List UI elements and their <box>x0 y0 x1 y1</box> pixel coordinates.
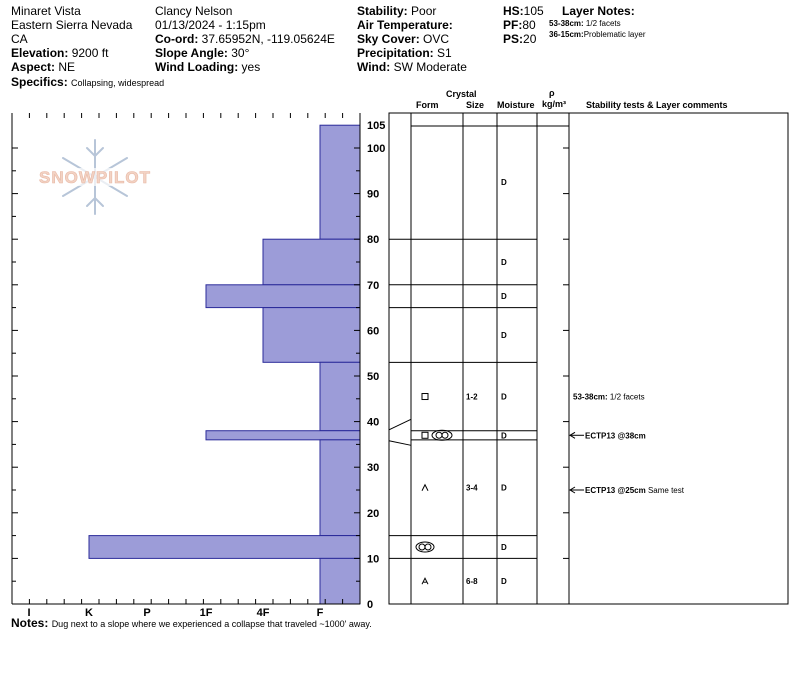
height-label-10: 10 <box>367 553 380 566</box>
moisture-8: D <box>501 577 507 587</box>
coord-value: 37.65952N, -119.05624E <box>201 32 335 46</box>
wind-value: SW Moderate <box>393 60 467 74</box>
height-label-40: 40 <box>367 416 380 429</box>
snowpilot-logo <box>34 140 156 214</box>
specifics-value: Collapsing, widespread <box>71 78 165 88</box>
col-form: Form <box>416 100 439 110</box>
precip-label: Precipitation: <box>357 46 434 60</box>
layer-note-1-text: 1/2 facets <box>585 19 621 28</box>
layer-notes-title: Layer Notes: <box>562 4 635 18</box>
form-facet-icon <box>422 432 428 438</box>
specifics-label: Specifics: <box>11 75 68 89</box>
moisture-6: D <box>501 483 507 493</box>
col-moisture: Moisture <box>497 100 535 110</box>
hardness-label-1F: 1F <box>199 607 213 619</box>
hardness-bar-5 <box>206 431 360 440</box>
height-label-100: 100 <box>367 143 386 155</box>
elevation-value: 9200 ft <box>71 46 109 60</box>
col-comments: Stability tests & Layer comments <box>586 100 728 110</box>
comment-1: ECTP13 @38cm <box>585 431 646 441</box>
aspect-value: NE <box>58 60 76 74</box>
stability-label: Stability: <box>357 4 408 18</box>
ps-value: 20 <box>523 32 537 46</box>
form-melt-icon <box>419 544 425 550</box>
hardness-bar-6 <box>320 440 360 536</box>
form-depth-hoar-icon <box>422 485 428 491</box>
height-label-0: 0 <box>367 599 374 611</box>
wind-loading-value: yes <box>241 60 261 74</box>
slope-label: Slope Angle: <box>155 46 228 60</box>
hardness-bar-7 <box>89 536 360 559</box>
size-6: 3-4 <box>466 483 478 493</box>
hardness-bar-8 <box>320 558 360 604</box>
observer: Clancy Nelson <box>155 4 233 18</box>
height-label-50: 50 <box>367 371 380 383</box>
layer-note-2-range: 36-15cm: <box>549 30 584 39</box>
pf-label: PF: <box>503 18 523 32</box>
form-depth-hoar-icon <box>422 578 428 584</box>
ps-label: PS: <box>503 32 524 46</box>
hardness-bar-1 <box>263 239 360 285</box>
notes-label: Notes: <box>11 616 49 630</box>
height-label-105: 105 <box>367 120 386 133</box>
state: CA <box>11 32 28 46</box>
height-label-70: 70 <box>367 279 380 292</box>
hardness-label-P: P <box>143 607 151 619</box>
moisture-7: D <box>501 543 507 552</box>
notes <box>11 616 372 630</box>
wind-label: Wind: <box>357 60 391 74</box>
comment-0: 53-38cm: 1/2 facets <box>573 392 645 402</box>
col-size: Size <box>466 100 485 110</box>
moisture-3: D <box>501 330 507 340</box>
hardness-label-I: I <box>27 607 31 619</box>
hardness-label-K: K <box>85 607 93 619</box>
form-melt-icon <box>425 544 431 550</box>
col-density: kg/m³ <box>542 99 567 109</box>
form-melt-icon <box>442 432 448 438</box>
hardness-label-F: F <box>316 607 324 619</box>
wind-loading-label: Wind Loading: <box>155 60 239 74</box>
elevation-label: Elevation: <box>11 46 69 60</box>
datetime: 01/13/2024 - 1:15pm <box>155 18 266 32</box>
moisture-2: D <box>501 292 507 302</box>
col-crystal: Crystal <box>446 89 477 99</box>
sky-label: Sky Cover: <box>357 32 420 46</box>
size-8: 6-8 <box>466 577 478 587</box>
hs-value: 105 <box>523 4 544 18</box>
notes-text: Dug next to a slope where we experienced a collapse that traveled ~1000' away. <box>51 619 372 629</box>
slope-value: 30° <box>231 46 250 60</box>
connector-38 <box>389 419 411 429</box>
layer-table-frame <box>389 113 788 604</box>
height-label-30: 30 <box>367 462 380 475</box>
aspect-label: Aspect: <box>11 60 56 74</box>
coord-label: Co-ord: <box>155 32 199 46</box>
hs-label: HS: <box>503 4 524 18</box>
moisture-1: D <box>501 258 507 267</box>
height-label-80: 80 <box>367 234 380 247</box>
sky-value: OVC <box>423 32 450 46</box>
moisture-4: D <box>501 392 507 402</box>
form-facet-icon <box>422 394 428 400</box>
height-label-60: 60 <box>367 325 380 338</box>
hardness-bar-2 <box>206 285 360 308</box>
col-rho: ρ <box>549 88 555 98</box>
height-label-20: 20 <box>367 507 380 520</box>
comment-2: ECTP13 @25cm Same test <box>585 486 684 495</box>
hardness-bar-4 <box>320 362 360 430</box>
pf-value: 80 <box>522 18 536 32</box>
hardness-bar-3 <box>263 308 360 363</box>
moisture-5: D <box>501 431 507 441</box>
form-melt-icon <box>436 432 442 438</box>
height-label-90: 90 <box>367 188 380 201</box>
connector-36 <box>389 441 411 446</box>
location: Minaret Vista <box>11 4 81 18</box>
hardness-label-4F: 4F <box>256 607 270 619</box>
air-temp-label: Air Temperature: <box>357 18 453 32</box>
layer-note-2-text: Problematic layer <box>583 30 646 39</box>
precip-value: S1 <box>437 46 452 60</box>
moisture-0: D <box>501 178 507 188</box>
hardness-bar-0 <box>320 125 360 239</box>
layer-note-1-range: 53-38cm: <box>549 19 584 28</box>
snowpilot-wordmark: SNOWPILOT <box>39 168 151 187</box>
size-4: 1-2 <box>466 392 478 402</box>
stability-value: Poor <box>411 4 437 18</box>
region: Eastern Sierra Nevada <box>11 18 133 32</box>
